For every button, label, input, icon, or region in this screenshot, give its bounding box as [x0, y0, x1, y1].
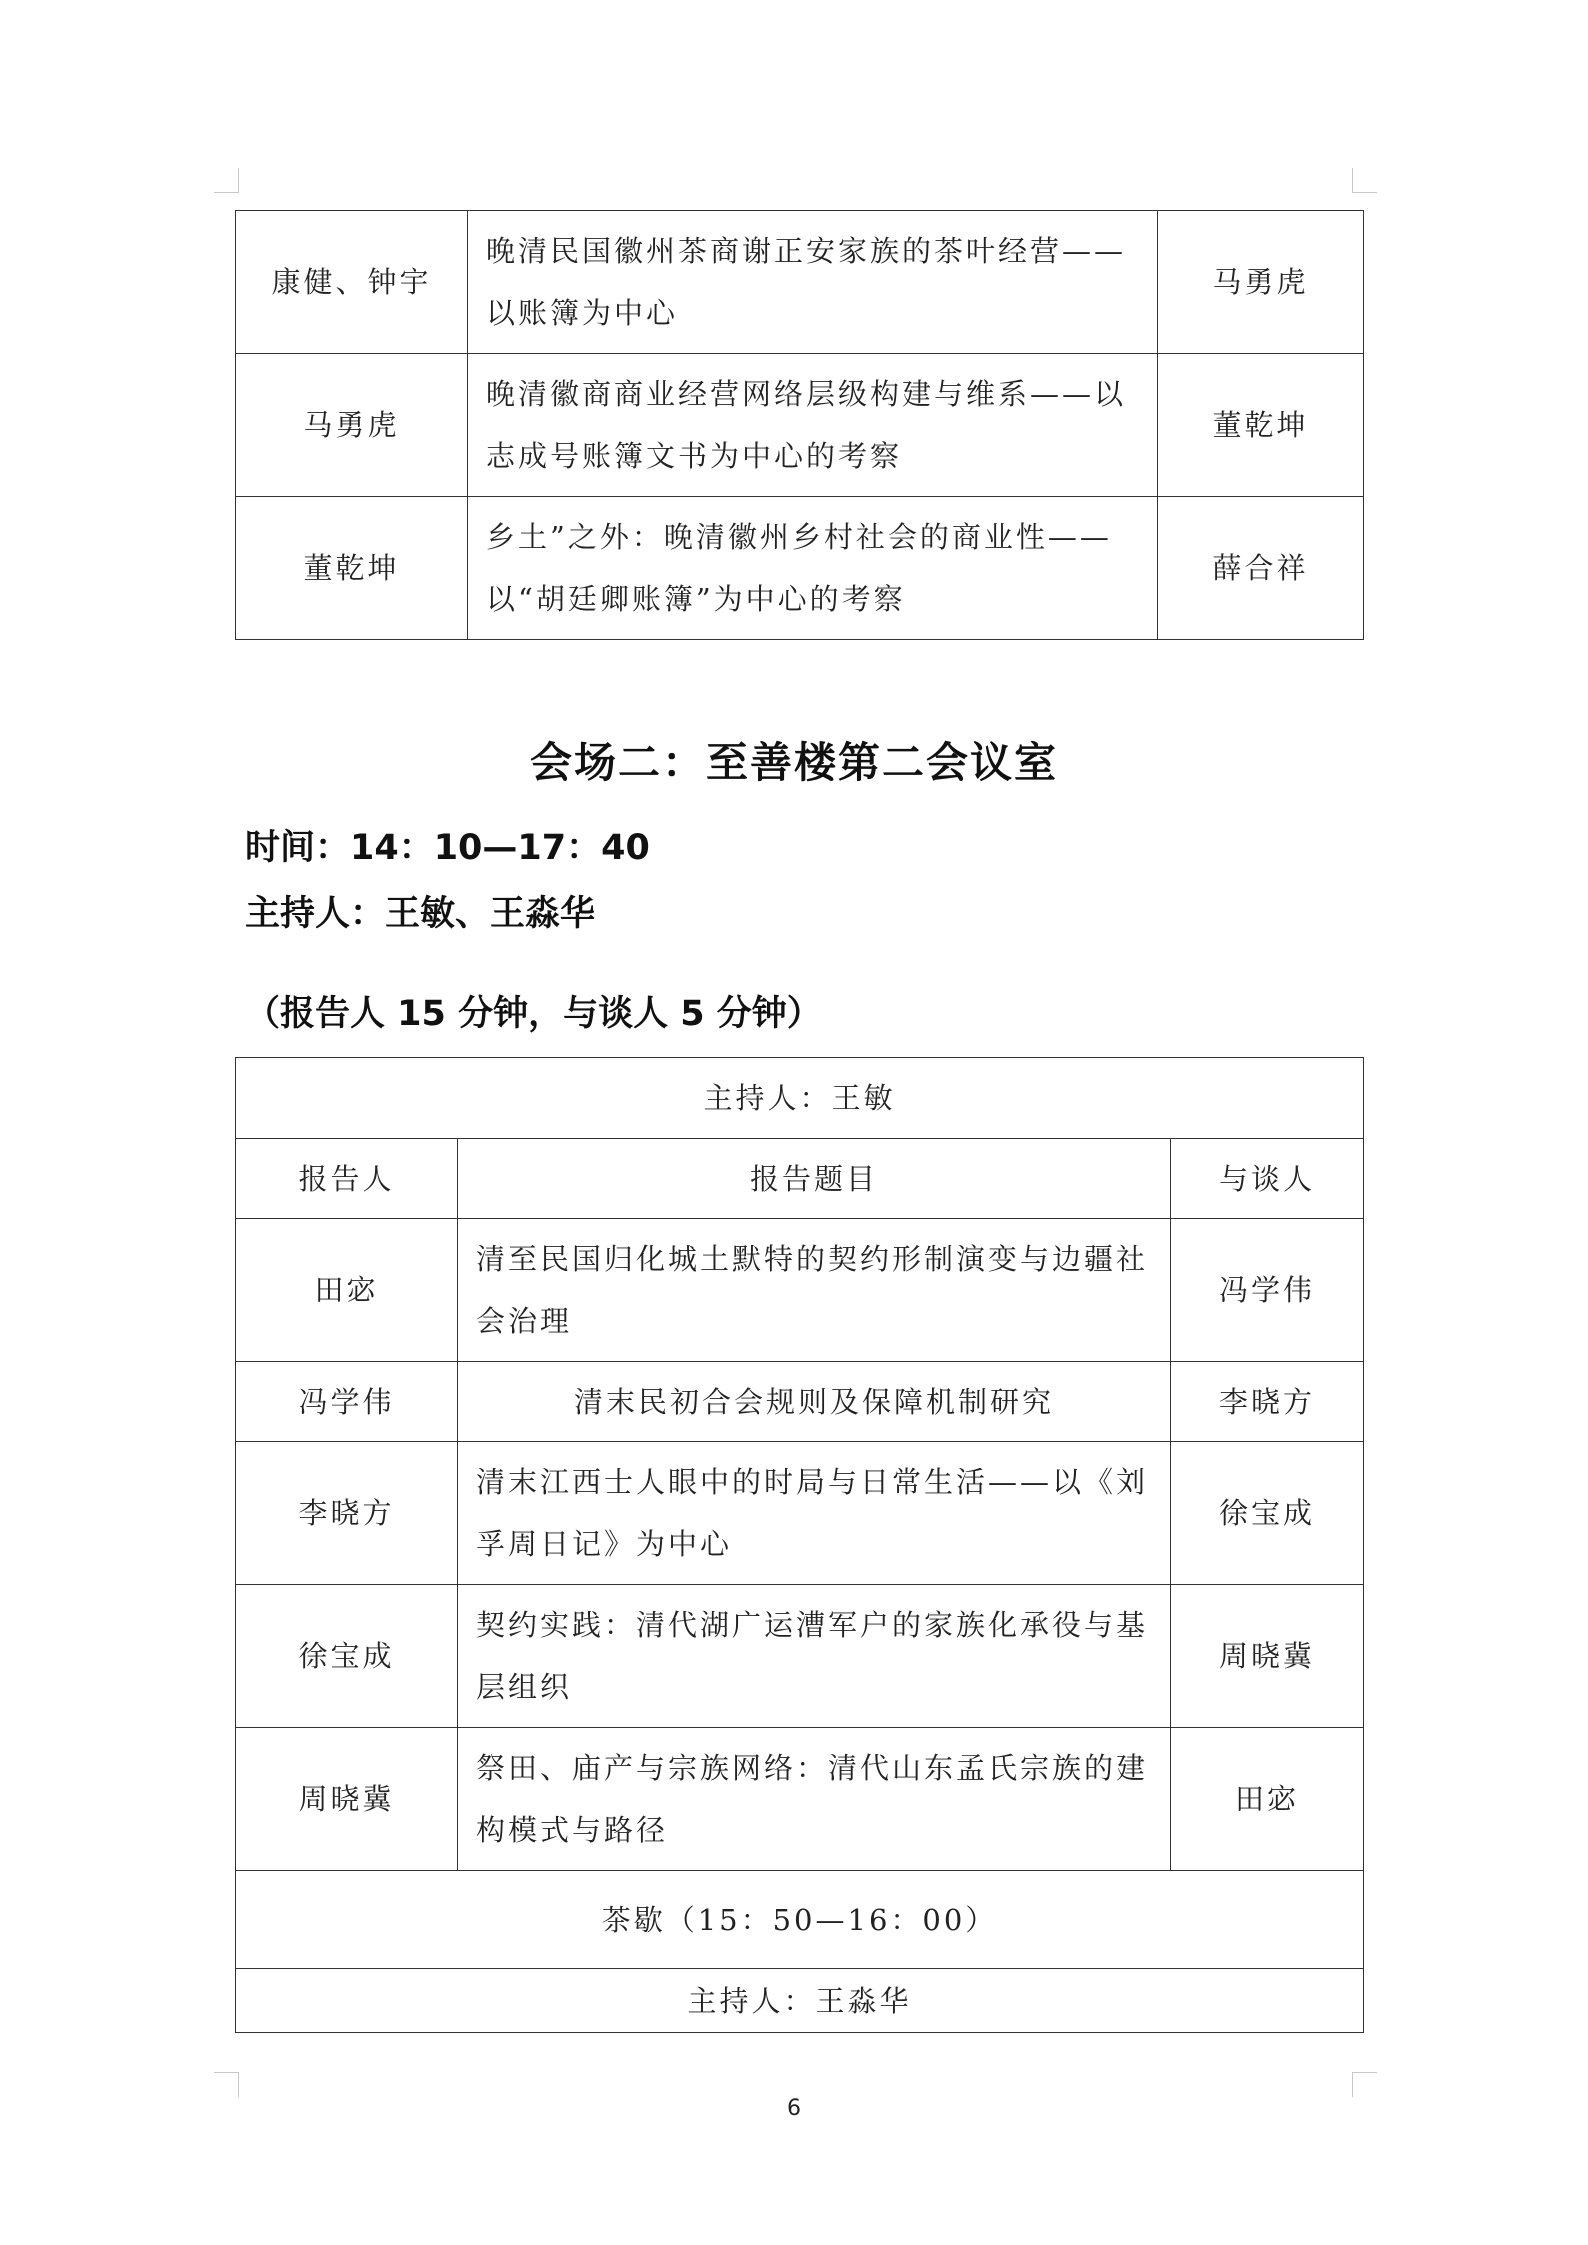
crop-mark-bottom-right — [1352, 2072, 1377, 2097]
host-row — [236, 1969, 1364, 2033]
crop-mark-bottom-left — [214, 2072, 239, 2097]
discussant-cell: 周晓冀 — [1171, 1585, 1364, 1728]
crop-mark-top-right — [1352, 168, 1377, 193]
reporter-cell: 马勇虎 — [236, 354, 468, 497]
table-row — [236, 1442, 1364, 1585]
reporter-cell: 李晓方 — [236, 1442, 458, 1585]
tea-break-cell: 茶歇（15：50—16：00） — [236, 1871, 1364, 1969]
header-row — [236, 1139, 1364, 1219]
reporter-cell: 董乾坤 — [236, 497, 468, 640]
reporter-cell: 田宓 — [236, 1219, 458, 1362]
title-cell: 祭田、庙产与宗族网络：清代山东孟氏宗族的建构模式与路径 — [458, 1728, 1171, 1871]
duration-note: （报告人 15 分钟，与谈人 5 分钟） — [245, 994, 822, 1034]
session-schedule-table — [235, 1057, 1364, 2033]
title-cell: 晚清徽商商业经营网络层级构建与维系——以志成号账簿文书为中心的考察 — [468, 354, 1158, 497]
host-cell: 主持人：王淼华 — [236, 1969, 1364, 2033]
crop-mark-top-left — [214, 168, 239, 193]
title-cell: 清末民初合会规则及保障机制研究 — [458, 1362, 1171, 1442]
table-row — [236, 1362, 1364, 1442]
discussant-cell: 田宓 — [1171, 1728, 1364, 1871]
venue-title: 会场二：至善楼第二会议室 — [529, 738, 1058, 787]
title-cell: 乡土”之外：晚清徽州乡村社会的商业性——以“胡廷卿账簿”为中心的考察 — [468, 497, 1158, 640]
discussant-cell: 李晓方 — [1171, 1362, 1364, 1442]
discussant-cell: 董乾坤 — [1158, 354, 1364, 497]
session-hosts: 主持人：王敏、王淼华 — [245, 894, 596, 934]
reporter-cell: 周晓冀 — [236, 1728, 458, 1871]
title-cell: 契约实践：清代湖广运漕军户的家族化承役与基层组织 — [458, 1585, 1171, 1728]
discussant-cell: 冯学伟 — [1171, 1219, 1364, 1362]
reporter-cell: 徐宝成 — [236, 1585, 458, 1728]
discussant-cell: 马勇虎 — [1158, 211, 1364, 354]
table-row — [236, 354, 1364, 497]
table-row — [236, 211, 1364, 354]
host-row — [236, 1058, 1364, 1139]
reporter-cell: 康健、钟宇 — [236, 211, 468, 354]
table-row — [236, 497, 1364, 640]
header-discussant: 与谈人 — [1171, 1139, 1364, 1219]
header-title: 报告题目 — [458, 1139, 1171, 1219]
title-cell: 晚清民国徽州茶商谢正安家族的茶叶经营——以账簿为中心 — [468, 211, 1158, 354]
title-cell: 清至民国归化城土默特的契约形制演变与边疆社会治理 — [458, 1219, 1171, 1362]
table-row — [236, 1728, 1364, 1871]
session-time: 时间：14：10—17：40 — [245, 828, 650, 868]
table-row — [236, 1219, 1364, 1362]
discussant-cell: 徐宝成 — [1171, 1442, 1364, 1585]
previous-session-table — [235, 210, 1364, 640]
table-row — [236, 1585, 1364, 1728]
page-number: 6 — [787, 2096, 801, 2121]
title-cell: 清末江西士人眼中的时局与日常生活——以《刘孚周日记》为中心 — [458, 1442, 1171, 1585]
host-cell: 主持人：王敏 — [236, 1058, 1364, 1139]
discussant-cell: 薛合祥 — [1158, 497, 1364, 640]
reporter-cell: 冯学伟 — [236, 1362, 458, 1442]
header-reporter: 报告人 — [236, 1139, 458, 1219]
tea-break-row — [236, 1871, 1364, 1969]
